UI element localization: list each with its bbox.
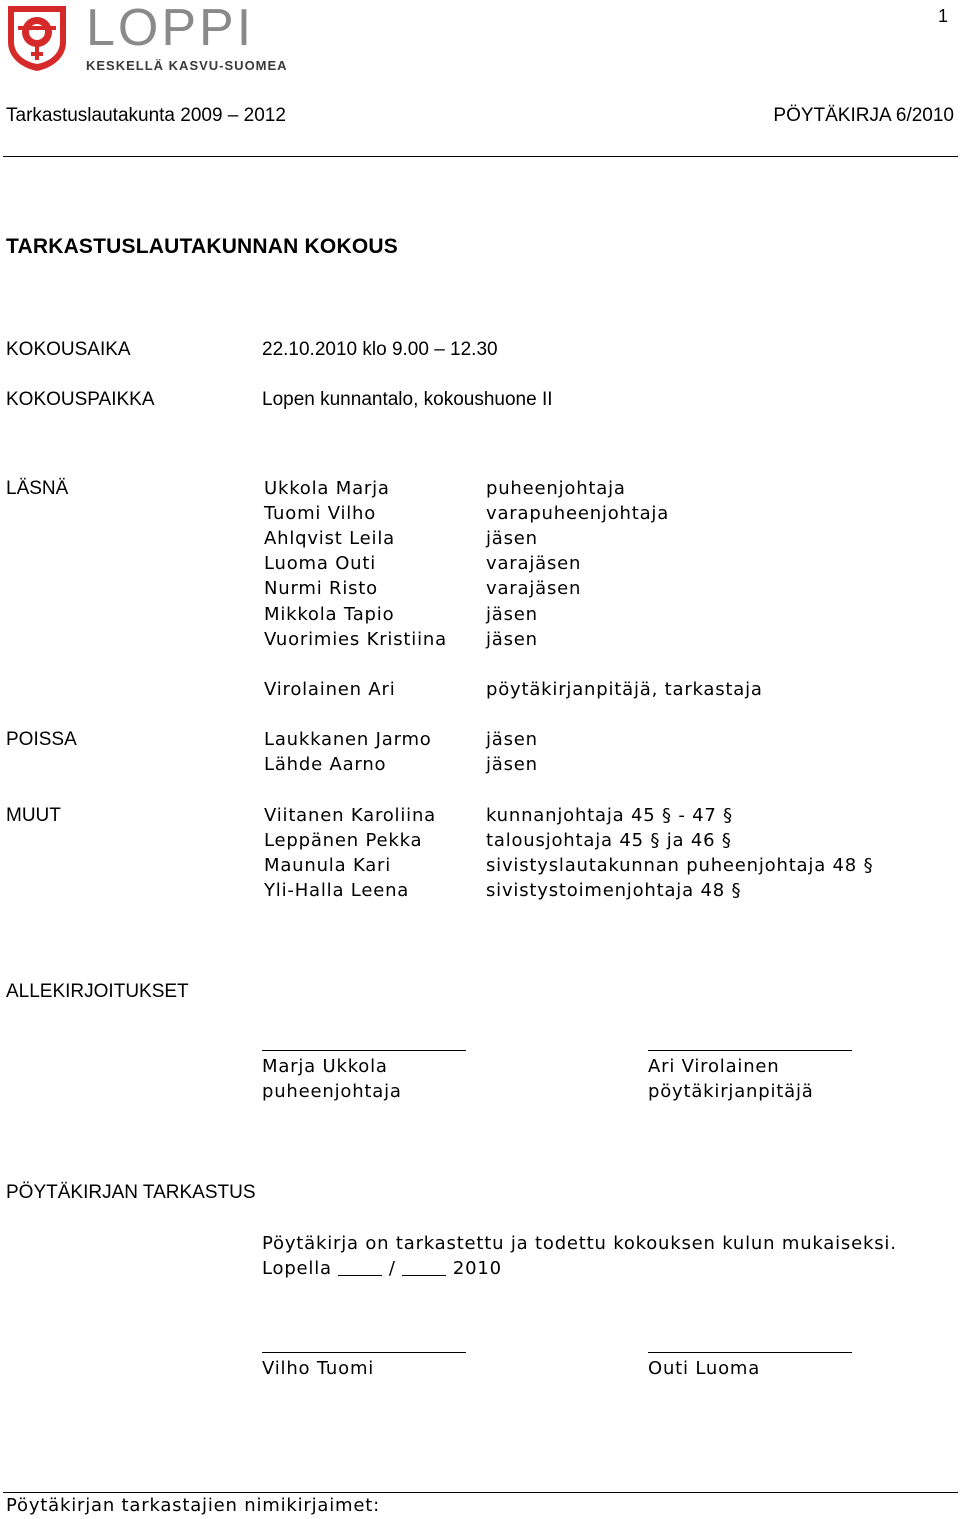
others-label: MUUT	[6, 805, 61, 826]
absent-member-name: Laukkanen Jarmo	[264, 729, 432, 750]
meeting-time-value: 22.10.2010 klo 9.00 – 12.30	[262, 339, 498, 360]
absent-member-role: jäsen	[486, 754, 538, 775]
secretary-role: pöytäkirjanpitäjä, tarkastaja	[486, 679, 763, 700]
page-number: 1	[938, 6, 949, 26]
present-member-role: puheenjohtaja	[486, 478, 626, 499]
other-attendee-role: sivistystoimenjohtaja 48 §	[486, 880, 742, 901]
loppi-logo	[4, 2, 304, 76]
footer-initials-label: Pöytäkirjan tarkastajien nimikirjaimet:	[6, 1495, 380, 1516]
header-divider	[3, 156, 958, 157]
present-member-name: Mikkola Tapio	[264, 604, 395, 625]
signature-line-reviewer-1	[262, 1352, 466, 1353]
other-attendee-role: kunnanjohtaja 45 § - 47 §	[486, 805, 733, 826]
signature-line-secretary	[648, 1050, 852, 1051]
review-month-blank	[402, 1257, 446, 1276]
signature-line-chair	[262, 1050, 466, 1051]
present-member-role: varapuheenjohtaja	[486, 503, 670, 524]
logo-wordmark: LOPPI	[86, 0, 255, 57]
absent-member-role: jäsen	[486, 729, 538, 750]
present-member-name: Tuomi Vilho	[264, 503, 377, 524]
other-attendee-role: sivistyslautakunnan puheenjohtaja 48 §	[486, 855, 874, 876]
review-year: 2010	[452, 1258, 502, 1279]
review-day-blank	[338, 1257, 382, 1276]
present-member-role: jäsen	[486, 528, 538, 549]
other-attendee-role: talousjohtaja 45 § ja 46 §	[486, 830, 732, 851]
signature-secretary-name: Ari Virolainen	[648, 1056, 780, 1077]
present-member-role: varajäsen	[486, 553, 582, 574]
present-member-name: Ahlqvist Leila	[264, 528, 395, 549]
present-member-name: Vuorimies Kristiina	[264, 629, 447, 650]
reviewer-1-name: Vilho Tuomi	[262, 1358, 375, 1379]
other-attendee-name: Maunula Kari	[264, 855, 392, 876]
other-attendee-name: Yli-Halla Leena	[264, 880, 410, 901]
present-member-name: Nurmi Risto	[264, 578, 378, 599]
meeting-place-label: KOKOUSPAIKKA	[6, 389, 155, 410]
reviewer-2-name: Outi Luoma	[648, 1358, 761, 1379]
present-member-role: varajäsen	[486, 578, 582, 599]
other-attendee-name: Viitanen Karoliina	[264, 805, 436, 826]
meeting-time-label: KOKOUSAIKA	[6, 339, 131, 360]
present-member-name: Ukkola Marja	[264, 478, 390, 499]
present-member-role: jäsen	[486, 604, 538, 625]
review-place: Lopella	[262, 1258, 332, 1279]
loppi-emblem-icon	[4, 2, 70, 72]
signature-chair-role: puheenjohtaja	[262, 1081, 402, 1102]
review-date-separator: /	[388, 1258, 396, 1279]
footer-divider	[3, 1492, 958, 1493]
absent-member-name: Lähde Aarno	[264, 754, 387, 775]
review-date-line	[262, 1257, 502, 1281]
present-member-role: jäsen	[486, 629, 538, 650]
meeting-place-value: Lopen kunnantalo, kokoushuone II	[262, 389, 553, 410]
secretary-name: Virolainen Ari	[264, 679, 396, 700]
signature-chair-name: Marja Ukkola	[262, 1056, 388, 1077]
logo-tagline: KESKELLÄ KASVU-SUOMEA	[86, 58, 288, 73]
absent-label: POISSA	[6, 729, 77, 750]
document-title: TARKASTUSLAUTAKUNNAN KOKOUS	[6, 235, 398, 258]
signature-secretary-role: pöytäkirjanpitäjä	[648, 1081, 814, 1102]
review-label: PÖYTÄKIRJAN TARKASTUS	[6, 1182, 256, 1203]
signatures-label: ALLEKIRJOITUKSET	[6, 981, 189, 1002]
present-member-name: Luoma Outi	[264, 553, 377, 574]
header-minutes-number: PÖYTÄKIRJA 6/2010	[773, 105, 954, 126]
review-statement: Pöytäkirja on tarkastettu ja todettu kokouksen kulun mukaiseksi.	[262, 1233, 897, 1254]
present-label: LÄSNÄ	[6, 478, 69, 499]
signature-line-reviewer-2	[648, 1352, 852, 1353]
header-committee: Tarkastuslautakunta 2009 – 2012	[6, 105, 286, 126]
other-attendee-name: Leppänen Pekka	[264, 830, 423, 851]
